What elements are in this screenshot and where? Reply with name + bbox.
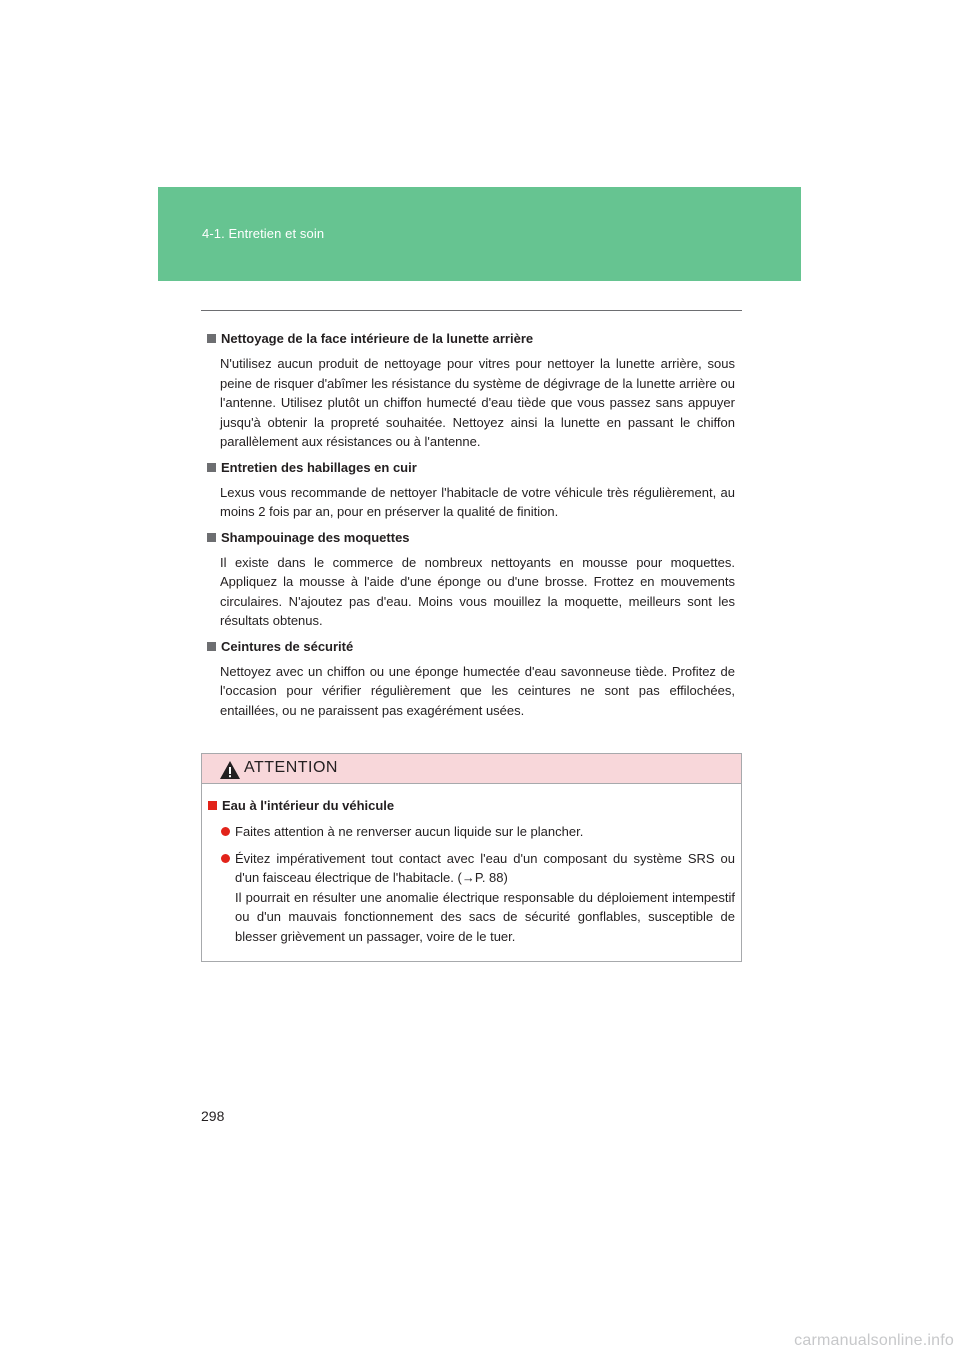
section-body: Il existe dans le commerce de nombreux nettoyants en mousse pour moquettes. Appliquez la mousse à l'aide d'une éponge ou d'une brosse. Frottez en mouvements circulaires. N'ajoutez pas d'eau. Moins vous mouillez la moquette, meilleurs sont les résultats obtenus. — [220, 554, 735, 628]
section-label: 4-1. Entretien et soin — [202, 226, 325, 241]
attention-body — [208, 796, 735, 946]
section-title: Entretien des habillages en cuir — [221, 459, 417, 475]
section-seat-belts — [207, 637, 735, 721]
bullet-text — [235, 849, 735, 947]
section-rear-window — [207, 329, 735, 452]
square-bullet-icon — [207, 463, 216, 472]
bullet-text: Faites attention à ne renverser aucun liquide sur le plancher. — [235, 824, 584, 839]
square-bullet-icon — [207, 642, 216, 651]
bullet-continuation: Il pourrait en résulter une anomalie électrique responsable du déploiement intempestif ou d'un mauvais fonctionnement des sacs de sécurité gonflables, susceptible de blesser grièvement un passager, voire de le tuer. — [235, 889, 735, 944]
page-number: 298 — [201, 1108, 225, 1124]
section-body: Lexus vous recommande de nettoyer l'habitacle de votre véhicule très régulièrement, au moins 2 fois par an, pour en préserver la qualité de finition. — [220, 484, 735, 519]
red-dot-bullet-icon — [221, 854, 230, 863]
attention-box — [201, 753, 742, 962]
attention-header — [202, 754, 741, 784]
red-square-bullet-icon — [208, 801, 217, 810]
section-carpet-shampoo — [207, 528, 735, 631]
section-body: Nettoyez avec un chiffon ou une éponge humectée d'eau savonneuse tiède. Profitez de l'occasion pour vérifier régulièrement que les ceintures ne sont pas effilochées, entaillées, ou ne paraissent pas exagérément usées. — [220, 663, 735, 718]
section-leather-care — [207, 458, 735, 522]
attention-heading-text: Eau à l'intérieur du véhicule — [222, 798, 395, 813]
bullet-text-part: Évitez impérativement tout contact avec l'eau d'un composant du système SRS ou d'un faisceau électrique de l'habitacle. ( — [235, 850, 735, 885]
arrow-icon: → — [461, 870, 475, 885]
attention-bullet — [221, 822, 735, 842]
section-heading — [207, 528, 735, 547]
attention-bullet — [221, 849, 735, 947]
warning-triangle-icon — [219, 760, 241, 780]
header-band — [158, 187, 801, 281]
section-heading — [207, 637, 735, 656]
section-heading — [207, 458, 735, 477]
section-body: N'utilisez aucun produit de nettoyage pour vitres pour nettoyer la lunette arrière, sous peine de risquer d'abîmer les résistance du système de dégivrage de la lunette arrière ou l'antenne. Utilisez plutôt un chiffon humecté d'eau tiède que vous passez sans appuyer jusqu'à obtenir la propreté souhaitée. Nettoyez ainsi la lunette en passant le chiffon parallèlement aux résistances ou à l'antenne. — [220, 356, 735, 449]
content-area — [207, 329, 735, 726]
watermark: carmanualsonline.info — [794, 1332, 954, 1349]
attention-heading — [208, 796, 735, 815]
attention-label: ATTENTION — [244, 759, 338, 776]
section-title: Shampouinage des moquettes — [221, 529, 410, 545]
page-reference: P. 88 — [474, 870, 504, 885]
section-title: Nettoyage de la face intérieure de la lunette arrière — [221, 331, 534, 346]
red-dot-bullet-icon — [221, 827, 230, 836]
reference-close: ) — [503, 870, 508, 885]
section-heading — [207, 329, 735, 348]
top-rule — [201, 310, 742, 311]
square-bullet-icon — [207, 334, 216, 343]
square-bullet-icon — [207, 533, 216, 542]
section-title: Ceintures de sécurité — [221, 638, 354, 654]
